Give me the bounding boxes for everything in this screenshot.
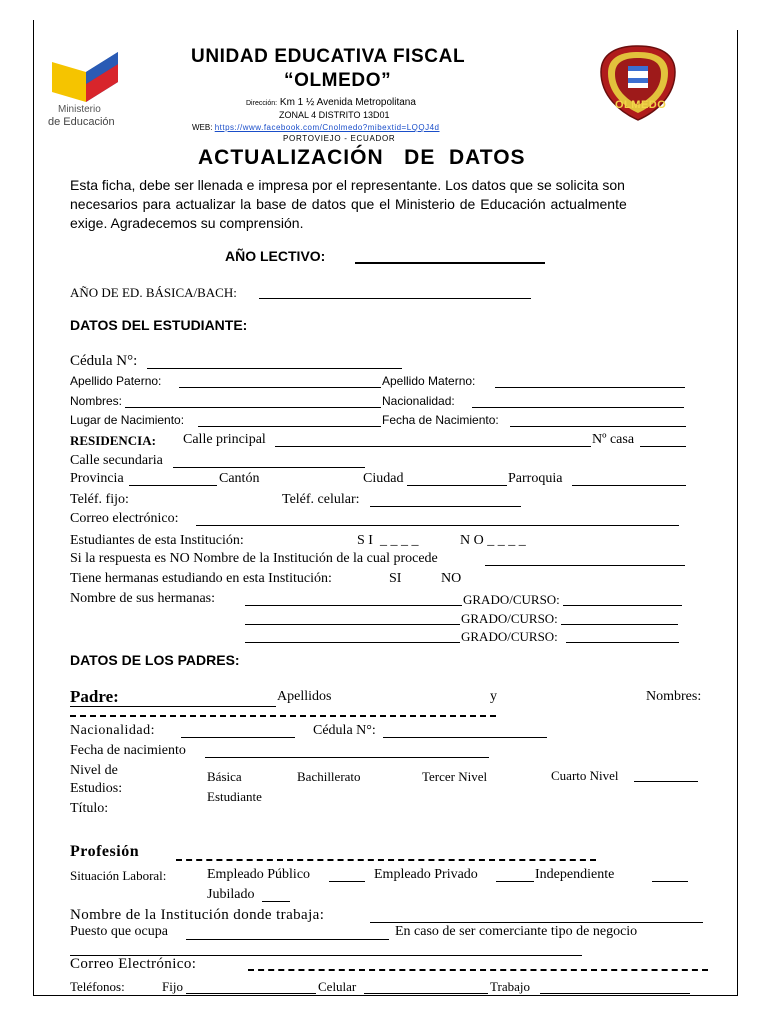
correo-padre-label: Correo Electrónico: — [70, 956, 197, 972]
nombre-inst-trabaja-label: Nombre de la Institución donde trabaja: — [70, 907, 325, 923]
padre-nombres-field[interactable] — [70, 715, 496, 717]
nombre-inst-trabaja-field[interactable] — [370, 922, 703, 923]
hermanas-no[interactable]: NO — [441, 571, 462, 586]
apellido-paterno-label: Apellido Paterno: — [70, 374, 162, 388]
lugar-nacimiento-field[interactable] — [198, 426, 381, 427]
zona: ZONAL 4 DISTRITO 13D01 — [279, 110, 390, 120]
fijo-label: Fijo — [162, 979, 183, 994]
ciudad-label: Ciudad — [363, 471, 404, 486]
puesto-label: Puesto que ocupa — [70, 924, 168, 939]
no-casa-field[interactable] — [640, 446, 686, 447]
intro-line3: exige. Agradecemos su comprensión. — [70, 215, 304, 231]
direccion-value: Km 1 ½ Avenida Metropolitana — [279, 97, 416, 108]
profesion-field[interactable] — [176, 859, 596, 861]
grado-curso-3-label: GRADO/CURSO: — [461, 629, 558, 644]
ano-lectivo-field[interactable] — [355, 262, 545, 264]
empleado-privado-field[interactable] — [496, 881, 534, 882]
residencia-label: RESIDENCIA: — [70, 433, 156, 448]
celular-label: Celular — [318, 979, 357, 994]
nivel-bachillerato[interactable]: Bachillerato — [297, 769, 361, 784]
hermanas-si[interactable]: SI — [389, 571, 402, 586]
apellido-materno-field[interactable] — [495, 387, 685, 388]
fecha-nacimiento-field[interactable] — [510, 426, 686, 427]
telef-celular-field[interactable] — [370, 506, 521, 507]
parroquia-label: Parroquia — [508, 471, 563, 486]
no-casa-label: Nº casa — [592, 432, 635, 447]
page-border-bottom — [33, 995, 738, 996]
direccion-label: Dirección: — [246, 100, 278, 107]
celular-field[interactable] — [364, 993, 488, 994]
nivel-cuarto[interactable]: Cuarto Nivel — [551, 768, 619, 783]
profesion-label: Profesión — [70, 843, 140, 860]
school-quote-name: “OLMEDO” — [284, 70, 392, 91]
nombres-field[interactable] — [125, 407, 381, 408]
ano-basica-field[interactable] — [259, 298, 531, 299]
situacion-laboral-label: Situación Laboral: — [70, 868, 167, 883]
ministerio-logo — [48, 46, 124, 134]
nombres-label: Nombres: — [70, 394, 123, 408]
apellido-paterno-field[interactable] — [179, 387, 381, 388]
nombres-padre-label: Nombres: — [646, 689, 702, 704]
provincia-field[interactable] — [129, 485, 217, 486]
parroquia-field[interactable] — [572, 485, 686, 486]
datos-padres-heading: DATOS DE LOS PADRES: — [70, 652, 240, 668]
lugar-nacimiento-label: Lugar de Nacimiento: — [70, 413, 185, 427]
calle-principal-field[interactable] — [275, 446, 591, 447]
y-label: y — [490, 689, 497, 704]
badge-text: OLMEDO — [615, 99, 667, 111]
ano-lectivo-label: AÑO LECTIVO: — [225, 248, 326, 264]
ministerio-line1: Ministerio — [58, 104, 101, 115]
ano-basica-label: AÑO DE ED. BÁSICA/BACH: — [70, 285, 237, 300]
correo-field[interactable] — [196, 525, 679, 526]
independiente-field[interactable] — [652, 881, 688, 882]
apellido-materno-label: Apellido Materno: — [382, 374, 476, 388]
inst-procede-field[interactable] — [485, 565, 685, 566]
telef-celular-label: Teléf. celular: — [282, 492, 360, 507]
trabajo-label: Trabajo — [490, 979, 530, 994]
nivel-basica[interactable]: Básica — [207, 769, 242, 784]
no-option[interactable]: N O _ _ _ _ — [460, 533, 526, 548]
cedula-field[interactable] — [147, 368, 402, 369]
olmedo-badge — [598, 44, 678, 122]
cuarto-nivel-field[interactable] — [634, 781, 698, 782]
si-respuesta-label: Si la respuesta es NO Nombre de la Institución de la cual procede — [70, 551, 438, 566]
jubilado-option[interactable]: Jubilado — [207, 887, 255, 902]
datos-estudiante-heading: DATOS DEL ESTUDIANTE: — [70, 317, 248, 333]
hermana-2-field[interactable] — [245, 624, 460, 625]
comerciante-label: En caso de ser comerciante tipo de negocio — [395, 924, 638, 939]
telefonos-label: Teléfonos: — [70, 979, 125, 994]
grado-curso-1-field[interactable] — [563, 605, 682, 606]
nivel-tercer[interactable]: Tercer Nivel — [422, 769, 488, 784]
hermana-1-field[interactable] — [245, 605, 462, 606]
nacionalidad-padre-field[interactable] — [181, 737, 295, 738]
jubilado-field[interactable] — [262, 901, 290, 902]
calle-principal-label: Calle principal — [183, 432, 266, 447]
empleado-publico-option[interactable]: Empleado Público — [207, 867, 311, 882]
fijo-field[interactable] — [186, 993, 316, 994]
correo-label: Correo electrónico: — [70, 511, 179, 526]
nacionalidad-padre-label: Nacionalidad: — [70, 723, 156, 738]
web-link[interactable]: https://www.facebook.com/Cnolmedo?mibextid=LQQJ4d — [214, 123, 440, 132]
cedula-padre-label: Cédula N°: — [313, 723, 376, 738]
grado-curso-2-label: GRADO/CURSO: — [461, 611, 558, 626]
empleado-publico-field[interactable] — [329, 881, 365, 882]
independiente-option[interactable]: Independiente — [535, 867, 615, 882]
provincia-label: Provincia — [70, 471, 124, 486]
si-option[interactable]: S I _ _ _ _ — [357, 533, 419, 548]
nivel-estudiante[interactable]: Estudiante — [207, 789, 262, 804]
fecha-nacimiento-label: Fecha de Nacimiento: — [382, 413, 499, 427]
page-border-left — [33, 20, 34, 996]
estudios-label: Estudios: — [70, 781, 123, 796]
ministerio-line2: de Educación — [48, 116, 115, 128]
cedula-padre-field[interactable] — [383, 737, 547, 738]
page-border-right — [737, 30, 738, 996]
fecha-nac-padre-label: Fecha de nacimiento — [70, 743, 186, 758]
calle-secundaria-label: Calle secundaria — [70, 453, 163, 468]
hermana-3-field[interactable] — [245, 642, 460, 643]
grado-curso-1-label: GRADO/CURSO: — [463, 592, 560, 607]
intro-line1: Esta ficha, debe ser llenada e impresa por el representante. Los datos que se solicita son — [70, 177, 625, 193]
padre-label: Padre: — [70, 687, 119, 706]
nacionalidad-label: Nacionalidad: — [382, 394, 455, 408]
padre-field[interactable] — [70, 706, 276, 707]
grado-curso-3-field[interactable] — [566, 642, 679, 643]
grado-curso-2-field[interactable] — [561, 624, 678, 625]
intro-line2: necesarios para actualizar la base de datos que el Ministerio de Educación actualmente — [70, 196, 627, 212]
school-name: UNIDAD EDUCATIVA FISCAL — [191, 46, 466, 67]
titulo-label: Título: — [70, 801, 109, 816]
estudiantes-inst-label: Estudiantes de esta Institución: — [70, 533, 244, 548]
apellidos-label: Apellidos — [277, 689, 332, 704]
fecha-nac-padre-field[interactable] — [205, 757, 489, 758]
nombre-hermanas-label: Nombre de sus hermanas: — [70, 591, 216, 606]
flag-book-icon — [48, 46, 124, 106]
web-label: WEB: — [192, 123, 213, 132]
calle-secundaria-field[interactable] — [173, 467, 365, 468]
correo-padre-field[interactable] — [248, 969, 708, 971]
nacionalidad-field[interactable] — [472, 407, 684, 408]
trabajo-field[interactable] — [540, 993, 690, 994]
telef-fijo-label: Teléf. fijo: — [70, 492, 129, 507]
canton-label: Cantón — [219, 471, 260, 486]
empleado-privado-option[interactable]: Empleado Privado — [374, 867, 478, 882]
puesto-field[interactable] — [186, 939, 389, 940]
nivel-de-label: Nivel de — [70, 763, 118, 778]
hermanas-label: Tiene hermanas estudiando en esta Institución: — [70, 571, 332, 586]
cedula-label: Cédula N°: — [70, 353, 138, 369]
city: PORTOVIEJO - ECUADOR — [283, 134, 396, 143]
page-title: ACTUALIZACIÓN DE DATOS — [198, 146, 526, 169]
ciudad-field[interactable] — [407, 485, 507, 486]
